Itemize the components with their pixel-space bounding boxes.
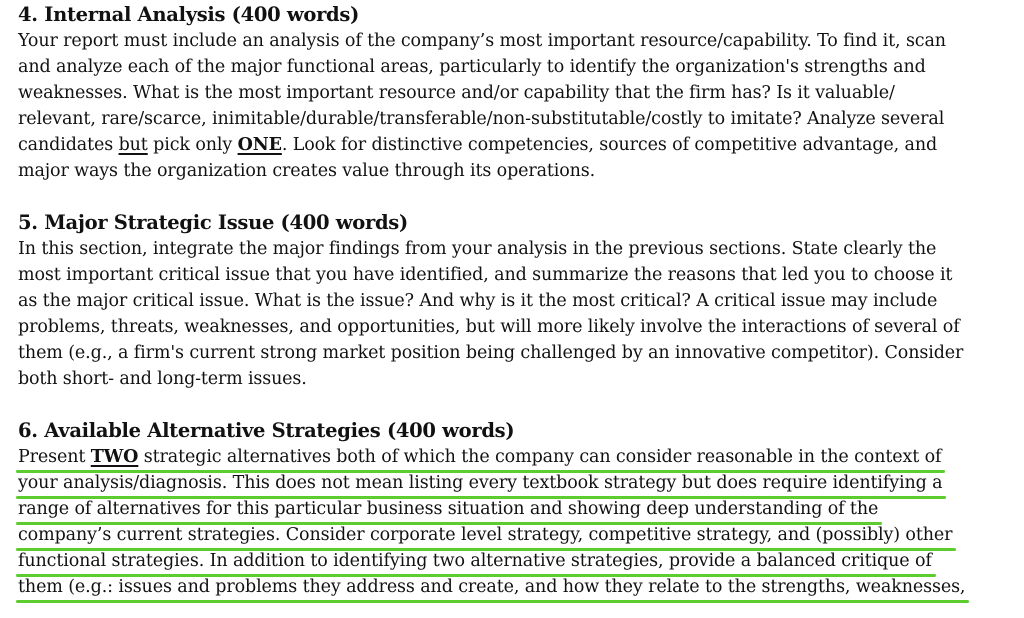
section-body-highlighted — [18, 444, 1018, 600]
body-line — [18, 444, 1018, 470]
document-page — [18, 2, 1018, 600]
paragraph-gap — [18, 184, 1018, 210]
body-text: . Look for distinctive competencies, sources of competitive advantage, and — [281, 135, 938, 155]
paragraph-gap — [18, 392, 1018, 418]
highlighted-line: functional strategies. In addition to identifying two alternative strategies, provide a balanced critique of — [18, 548, 932, 574]
body-line: and analyze each of the major functional areas, particularly to identify the organization's strengths and — [18, 57, 926, 77]
body-text: Present — [18, 447, 91, 467]
body-line — [18, 470, 1018, 496]
emphasized-word-two: TWO — [90, 447, 139, 467]
body-text: candidates — [18, 135, 119, 155]
body-line — [18, 574, 1018, 600]
section-heading: 4. Internal Analysis (400 words) — [18, 3, 360, 26]
section-heading: 5. Major Strategic Issue (400 words) — [18, 211, 408, 234]
body-line — [18, 496, 1018, 522]
body-text: strategic alternatives both of which the company can consider reasonable in the context of — [138, 447, 942, 467]
body-line: as the major critical issue. What is the issue? And why is it the most critical? A critical issue may include — [18, 291, 938, 311]
section-alternative-strategies — [18, 418, 1018, 600]
body-line: them (e.g., a firm's current strong market position being challenged by an innovative competitor). Consider — [18, 343, 964, 363]
body-line: relevant, rare/scarce, inimitable/durable/transferable/non-substitutable/costly to imitate? Analyze several — [18, 109, 945, 129]
emphasized-word-one: ONE — [237, 135, 282, 155]
section-body — [18, 236, 1018, 392]
body-line — [18, 522, 1018, 548]
body-line: major ways the organization creates value through its operations. — [18, 161, 596, 181]
section-heading: 6. Available Alternative Strategies (400 words) — [18, 419, 515, 442]
body-line: most important critical issue that you have identified, and summarize the reasons that led you to choose it — [18, 265, 953, 285]
body-line: weaknesses. What is the most important resource and/or capability that the firm has? Is it valuable/ — [18, 83, 895, 103]
body-line: In this section, integrate the major findings from your analysis in the previous sections. State clearly the — [18, 239, 937, 259]
highlighted-line: your analysis/diagnosis. This does not mean listing every textbook strategy but does require identifying a — [18, 470, 942, 496]
underlined-word-but: but — [118, 135, 148, 155]
highlighted-line — [18, 444, 941, 470]
highlighted-line: range of alternatives for this particular business situation and showing deep understanding of the — [18, 496, 878, 522]
section-internal-analysis — [18, 2, 1018, 184]
section-body — [18, 28, 1018, 184]
body-line: both short- and long-term issues. — [18, 369, 307, 389]
body-line — [18, 548, 1018, 574]
highlighted-line: them (e.g.: issues and problems they address and create, and how they relate to the strengths, weaknesses, — [18, 574, 965, 600]
body-line — [18, 132, 1018, 158]
body-line: problems, threats, weaknesses, and opportunities, but will more likely involve the interactions of several of — [18, 317, 960, 337]
body-text: pick only — [147, 135, 238, 155]
highlighted-line: company’s current strategies. Consider corporate level strategy, competitive strategy, and (possibly) other — [18, 522, 952, 548]
body-line: Your report must include an analysis of the company’s most important resource/capability. To find it, scan — [18, 31, 946, 51]
section-major-strategic-issue — [18, 210, 1018, 392]
